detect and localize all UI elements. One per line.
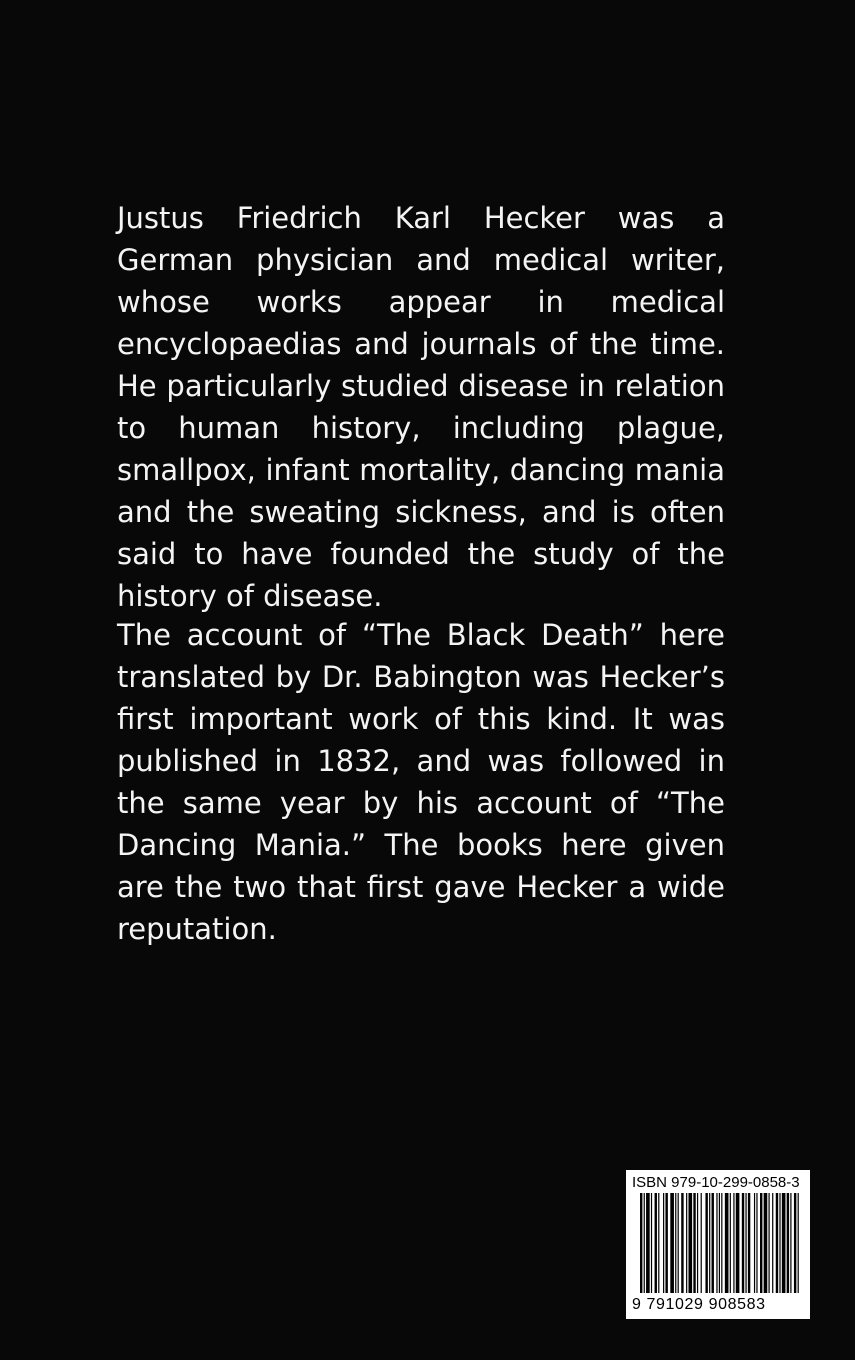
barcode-bar [651,1193,652,1293]
barcode-bar [678,1193,679,1293]
barcode-bar [681,1193,683,1293]
barcode-bar [736,1193,740,1293]
barcode-bar [688,1193,692,1293]
barcode-bar [787,1193,789,1293]
barcode-bar [745,1193,746,1293]
author-bio-paragraph: Justus Friedrich Karl Hecker was a German physician and medical writer, whose works appear in medical encyclopaedias and journals of the time. He particularly studied disease in relation to human history, including plague, smallpox, infant mortality, dancing mania and the sweating sickness, and is often said to have founded the study of the history of disease. [117,201,725,613]
barcode-bar [733,1193,734,1293]
book-description-paragraph: The account of “The Black Death” here translated by Dr. Babington was Hecker’s first important work of this kind. It was published in 1832, and was followed in the same year by his account of “The Dancing Mania.” The books here given are the two that first gave Hecker a wide reputation. [117,618,725,946]
barcode-bar [719,1193,720,1293]
barcode-bar [782,1193,786,1293]
barcode-bar [716,1193,717,1293]
barcode-bar [754,1193,755,1293]
barcode-bar [693,1193,695,1293]
barcode-bar [658,1193,659,1293]
barcode-bar [756,1193,757,1293]
barcode-bar [665,1193,667,1293]
barcode-bar [790,1193,791,1293]
isbn-label: ISBN 979-10-299-0858-3 [632,1174,800,1191]
barcode-bar [742,1193,744,1293]
barcode-bar [721,1193,722,1293]
barcode-bar [670,1193,674,1293]
barcode-bar [712,1193,714,1293]
barcode-bar [697,1193,698,1293]
barcode-bar [675,1193,676,1293]
barcode-bar [705,1193,707,1293]
barcode-bar [779,1193,780,1293]
barcode-bar [772,1193,773,1293]
barcode-bar [640,1193,642,1293]
barcode-bar [768,1193,769,1293]
barcode-bar [794,1193,796,1293]
barcode-bar [663,1193,664,1293]
barcode-bar [646,1193,650,1293]
barcode-bar [760,1193,762,1293]
barcode-bars [640,1193,800,1293]
barcode-bar [701,1193,702,1293]
barcode-bar [686,1193,687,1293]
isbn-barcode [626,1170,810,1319]
barcode-bar [709,1193,710,1293]
barcode-bar [764,1193,768,1293]
barcode-bar [798,1193,799,1293]
barcode-bar [748,1193,750,1293]
barcode-bar [730,1193,731,1293]
barcode-digits: 9 791029 908583 [632,1296,766,1313]
barcode-bar [776,1193,778,1293]
barcode-bar [725,1193,729,1293]
barcode-bar [644,1193,645,1293]
barcode-bar [655,1193,657,1293]
